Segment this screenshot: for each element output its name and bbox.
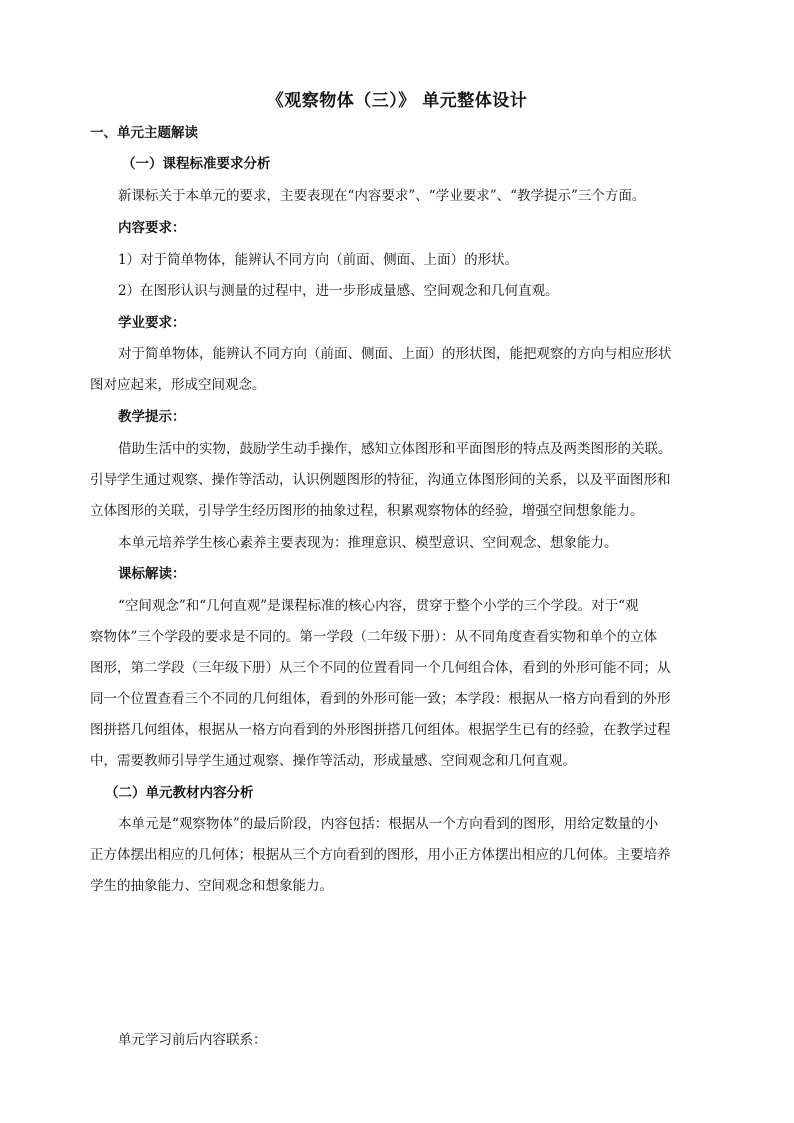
academic-requirements-heading: 学业要求： — [118, 315, 186, 331]
paragraph-text: 本单元是“观察物体”的最后阶段，内容包括：根据从一个方向看到的图形，用给定数量的小 — [118, 816, 659, 832]
subsection-heading: （二）单元教材内容分析 — [105, 785, 254, 801]
section-heading: 一、单元主题解读 — [90, 125, 198, 141]
paragraph-text: 引导学生通过观察、操作等活动，认识例题图形的特征，沟通立体图形间的关系，以及平面图形和 — [90, 472, 671, 488]
content-requirements-heading: 内容要求： — [118, 220, 186, 236]
list-item: 1）对于简单物体，能辨认不同方向（前面、侧面、上面）的形状。 — [118, 252, 519, 268]
interpretation-heading: 课标解读： — [118, 566, 186, 582]
paragraph-text: 图拼搭几何组体，根据从一格方向看到的外形图拼搭几何组体。根据学生已有的经验，在教学过程 — [90, 722, 671, 738]
page-title: 《观察物体（三）》 单元整体设计 — [266, 91, 528, 111]
paragraph-text: 中，需要教师引导学生通过观察、操作等活动，形成量感、空间观念和几何直观。 — [90, 753, 576, 769]
paragraph-text: 新课标关于本单元的要求，主要表现在“内容要求”、“学业要求”、“教学提示”三个方面。 — [118, 188, 646, 204]
subsection-heading: （一）课程标准要求分析 — [122, 156, 271, 172]
paragraph-text: 正方体摆出相应的几何体；根据从三个方向看到的图形，用小正方体摆出相应的几何体。主要培养 — [90, 847, 671, 863]
paragraph-text: 同一个位置查看三个不同的几何组体，看到的外形可能一致；本学段：根据从一格方向看到的外形 — [90, 691, 671, 707]
teaching-tips-heading: 教学提示： — [118, 409, 186, 425]
paragraph-text: 图形，第二学段（三年级下册）从三个不同的位置看同一个几何组合体，看到的外形可能不同；从 — [90, 660, 671, 676]
list-item: 2）在图形认识与测量的过程中，进一步形成量感、空间观念和几何直观。 — [118, 283, 559, 299]
paragraph-text: 学生的抽象能力、空间观念和想象能力。 — [90, 878, 333, 894]
paragraph-text: 单元学习前后内容联系： — [118, 1032, 267, 1048]
paragraph-text: 借助生活中的实物，鼓励学生动手操作，感知立体图形和平面图形的特点及两类图形的关联。 — [118, 441, 672, 457]
paragraph-text: 察物体”三个学段的要求是不同的。第一学段（二年级下册）：从不同角度查看实物和单个的立体 — [90, 629, 658, 645]
paragraph-text: 立体图形的关联，引导学生经历图形的抽象过程，积累观察物体的经验，增强空间想象能力。 — [90, 503, 644, 519]
paragraph-text: 对于简单物体，能辨认不同方向（前面、侧面、上面）的形状图，能把观察的方向与相应形状 — [118, 346, 672, 362]
paragraph-text: 本单元培养学生核心素养主要表现为：推理意识、模型意识、空间观念、想象能力。 — [118, 535, 618, 551]
paragraph-text: “空间观念”和“几何直观”是课程标准的核心内容，贯穿于整个小学的三个学段。对于“观 — [118, 598, 639, 614]
paragraph-text: 图对应起来，形成空间观念。 — [90, 377, 266, 393]
